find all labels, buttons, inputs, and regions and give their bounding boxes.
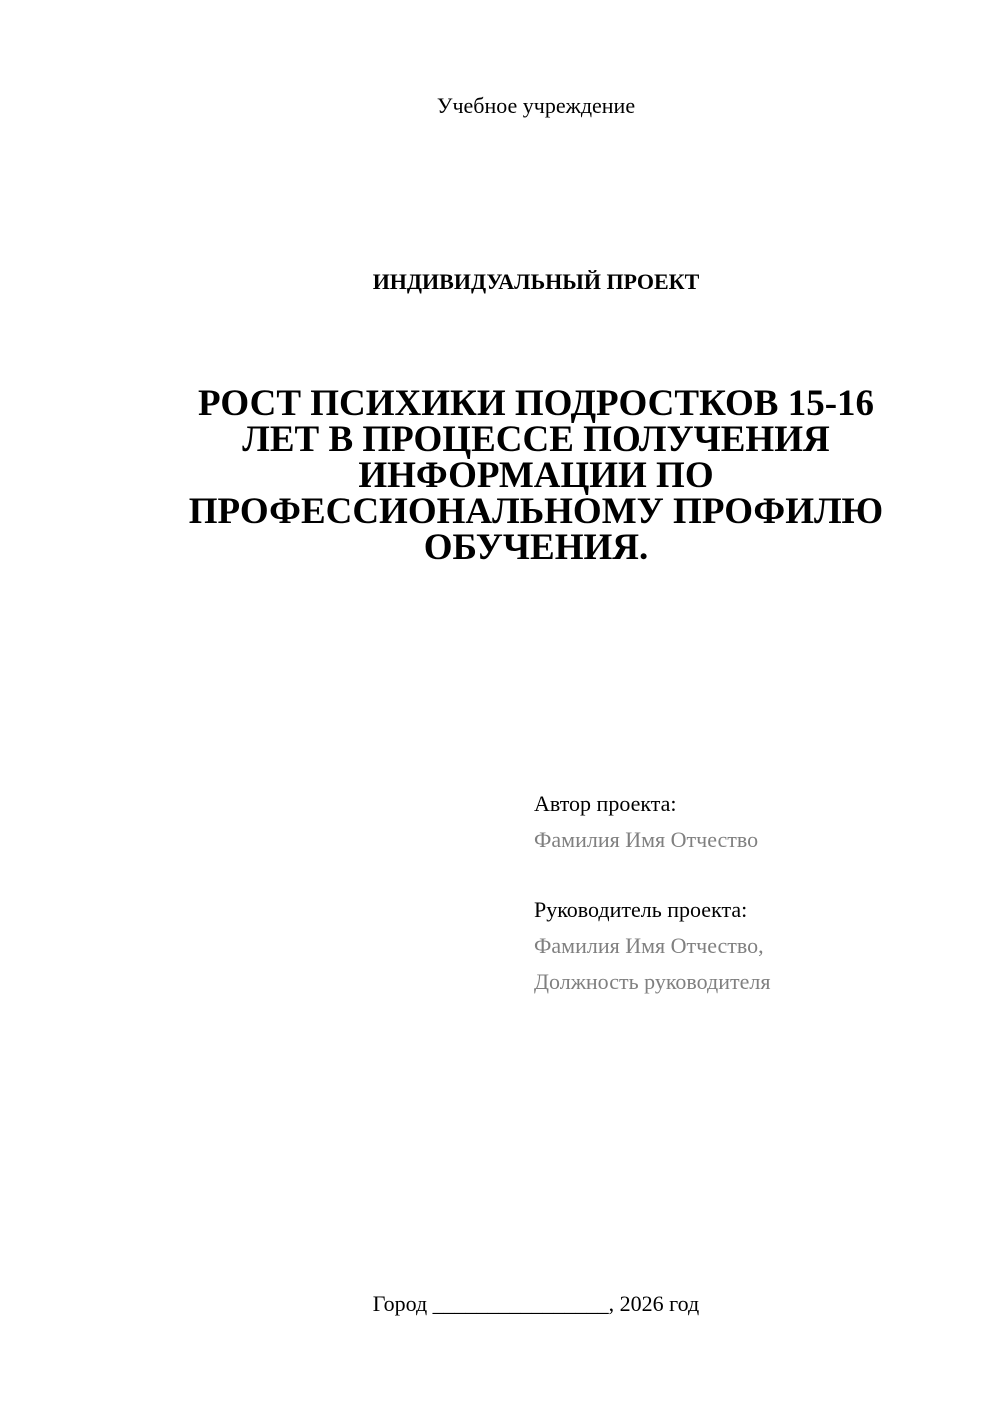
project-title-line: ИНФОРМАЦИИ ПО (358, 455, 714, 496)
project-type-heading: ИНДИВИДУАЛЬНЫЙ ПРОЕКТ (372, 269, 700, 294)
supervisor-position-placeholder: Должность руководителя (534, 969, 771, 994)
project-title-line: ЛЕТ В ПРОЦЕССЕ ПОЛУЧЕНИЯ (242, 419, 830, 460)
author-name-placeholder: Фамилия Имя Отчество (534, 827, 759, 852)
project-title-line: ПРОФЕССИОНАЛЬНОМУ ПРОФИЛЮ (188, 491, 884, 532)
supervisor-block (534, 892, 974, 1000)
supervisor-label: Руководитель проекта: (534, 897, 748, 922)
project-title (150, 383, 922, 568)
project-title-line: ОБУЧЕНИЯ. (423, 527, 649, 568)
supervisor-name-placeholder: Фамилия Имя Отчество, (534, 933, 764, 958)
project-title-line: РОСТ ПСИХИКИ ПОДРОСТКОВ 15-16 (197, 383, 875, 424)
institution-name: Учебное учреждение (436, 93, 636, 118)
city-year-line: Город ________________, 2026 год (372, 1291, 700, 1316)
author-label: Автор проекта: (534, 791, 677, 816)
author-block (534, 786, 974, 858)
